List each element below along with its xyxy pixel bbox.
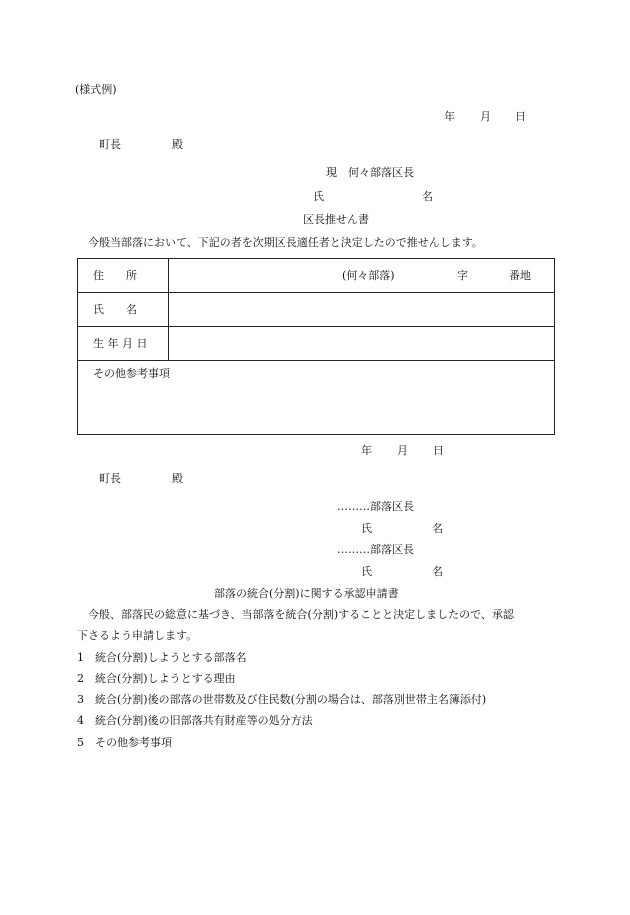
date-year: 年 [361,444,372,457]
aza-label: 字 [457,269,468,282]
addressee-title: 町長 [99,472,121,485]
name-label: 氏 名 [93,303,137,316]
item-text: 統合(分割)しようとする理由 [95,672,236,685]
signer-title: ………部落区長 [337,500,414,513]
item-text: 統合(分割)後の旧部落共有財産等の処分方法 [95,714,313,727]
item-number: 3 [77,693,84,706]
item-text: 統合(分割)しようとする部落名 [95,651,247,664]
recommendation-table [77,258,555,435]
date-day: 日 [433,444,444,457]
signer-name-a: 氏 [361,522,372,535]
addressee-honorific: 殿 [172,138,183,151]
item-text: 統合(分割)後の部落の世帯数及び住民数(分割の場合は、部落別世帯主名簿添付) [95,693,487,706]
date-day: 日 [515,110,526,123]
banchi-label: 番地 [509,269,531,282]
name-label-b: 名 [422,190,433,203]
section2-body-line1: 今般、部落民の総意に基づき、当部落を統合(分割)することと決定しましたので、承認 [88,608,514,621]
address-hint: (何々部落) [342,269,395,282]
table-column-rule [168,259,169,360]
form-label: (様式例) [75,83,117,96]
dob-label: 生 年 月 日 [93,337,148,350]
date-year: 年 [444,110,455,123]
item-number: 4 [77,714,84,727]
table-rule [78,292,554,293]
item-number: 2 [77,672,84,685]
other-notes-label: その他参考事項 [93,367,170,380]
date-month: 月 [480,110,491,123]
addressee-honorific: 殿 [172,472,183,485]
signer-title: ………部落区長 [337,543,414,556]
table-rule [78,360,554,361]
item-text: その他参考事項 [95,736,172,749]
item-number: 5 [77,736,84,749]
section1-body: 今般当部落において、下記の者を次期区長適任者と決定したので推せんします。 [88,236,483,249]
section1-title: 区長推せん書 [303,213,369,226]
current-head-title: 現 何々部落区長 [326,166,414,179]
signer-name-a: 氏 [361,565,372,578]
section2-body-line2: 下さるよう申請します。 [77,629,198,642]
table-rule [78,326,554,327]
date-month: 月 [397,444,408,457]
signer-name-b: 名 [432,565,443,578]
address-label: 住 所 [93,269,137,282]
section2-title: 部落の統合(分割)に関する承認申請書 [214,587,399,600]
signer-name-b: 名 [432,522,443,535]
addressee-title: 町長 [99,138,121,151]
item-number: 1 [77,651,84,664]
name-label-a: 氏 [313,190,324,203]
